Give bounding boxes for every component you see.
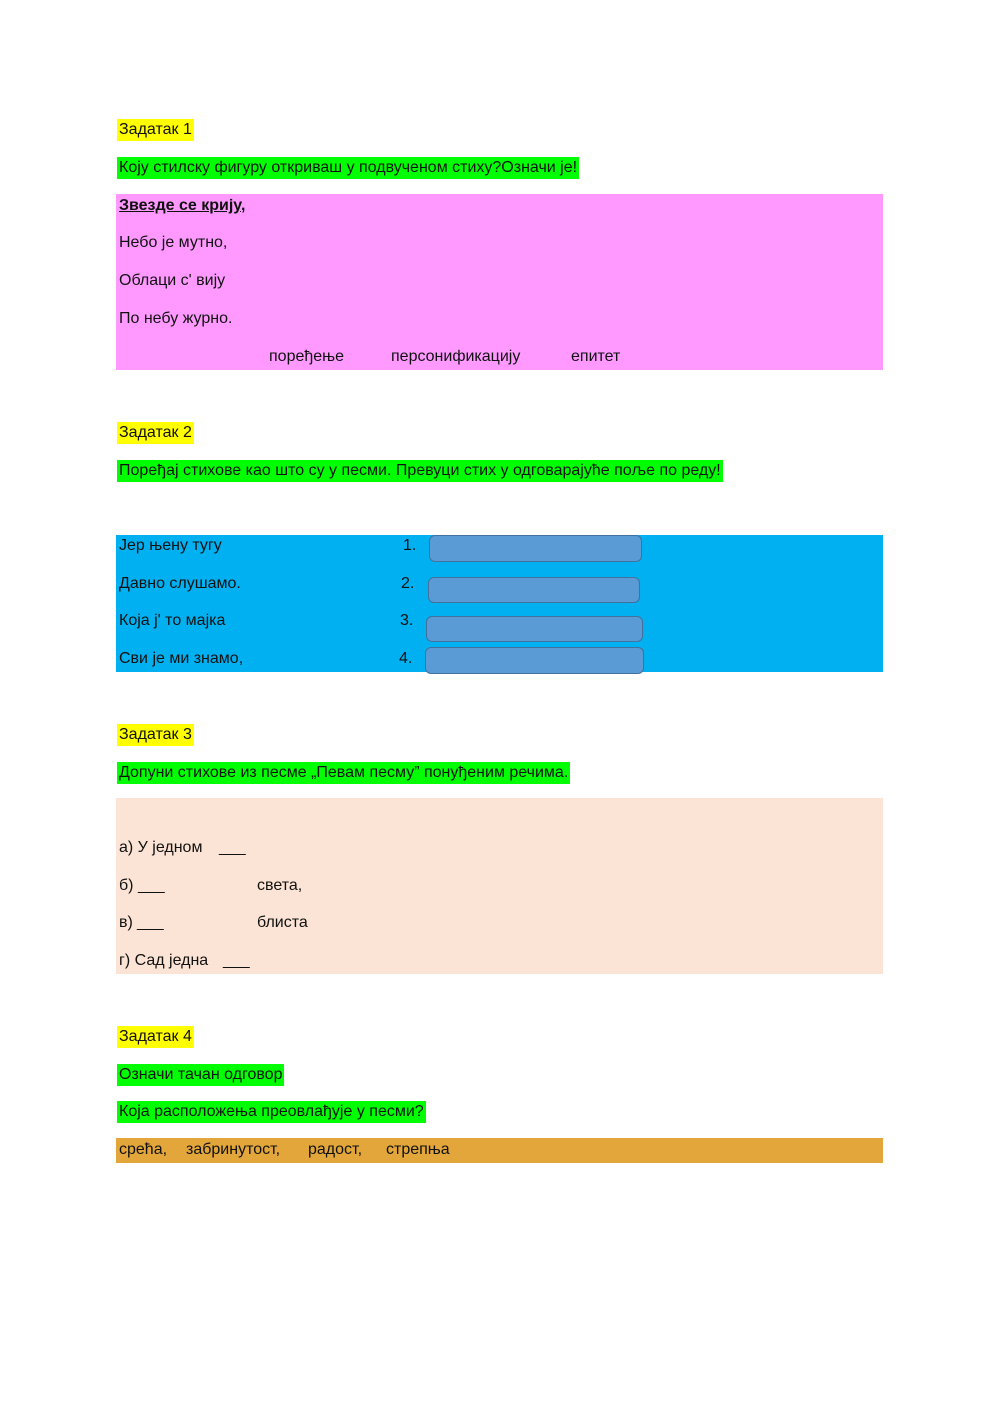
task3-heading: Задатак 3: [117, 724, 194, 746]
draggable-verse[interactable]: Давно слушамо.: [119, 575, 241, 592]
fill-row-suffix: света,: [257, 877, 303, 894]
fill-blank[interactable]: ___: [223, 952, 250, 969]
drop-slot-3[interactable]: [426, 616, 643, 642]
fill-blank[interactable]: ___: [138, 877, 165, 894]
task3-fill-block: [116, 798, 883, 974]
slot-number: 4.: [399, 650, 413, 667]
poem-underlined-line: Звезде се крију,: [119, 197, 246, 214]
choice-epithet[interactable]: епитет: [571, 348, 621, 365]
fill-row-prefix: в): [119, 914, 133, 931]
option-happiness[interactable]: срећа,: [119, 1141, 168, 1158]
drop-slot-4[interactable]: [425, 647, 644, 674]
draggable-verse[interactable]: Сви је ми знамо,: [119, 650, 244, 667]
choice-comparison[interactable]: поређење: [269, 348, 345, 365]
poem-line: По небу журно.: [119, 310, 233, 327]
drop-slot-1[interactable]: [429, 535, 642, 562]
task4-question: Која расположења преовлађује у песми?: [117, 1101, 426, 1123]
task3-instruction: Допуни стихове из песме „Певам песму” понуђеним речима.: [117, 762, 570, 784]
task1-instruction: Коју стилску фигуру откриваш у подвученом стиху?Означи је!: [117, 157, 579, 179]
task2-heading: Задатак 2: [117, 422, 194, 444]
slot-number: 1.: [403, 537, 417, 554]
option-worry[interactable]: забринутост,: [186, 1141, 281, 1158]
option-apprehension[interactable]: стрепња: [386, 1141, 450, 1158]
slot-number: 3.: [400, 612, 414, 629]
poem-line: Облаци с' вију: [119, 272, 226, 289]
task1-poem-block: [116, 194, 883, 370]
fill-row-suffix: блиста: [257, 914, 308, 931]
task4-instruction: Означи тачан одговор: [117, 1064, 284, 1086]
option-joy[interactable]: радост,: [308, 1141, 363, 1158]
draggable-verse[interactable]: Која ј' то мајка: [119, 612, 226, 629]
drop-slot-2[interactable]: [428, 577, 640, 603]
poem-line: Небо је мутно,: [119, 234, 228, 251]
fill-blank[interactable]: ___: [219, 839, 246, 856]
task4-heading: Задатак 4: [117, 1026, 194, 1048]
fill-row-prefix: г) Сад једна: [119, 952, 209, 969]
fill-row-prefix: а) У једном: [119, 839, 203, 856]
slot-number: 2.: [401, 575, 415, 592]
task2-instruction: Поређај стихове као што су у песми. Превуци стих у одговарајуће поље по реду!: [117, 460, 723, 482]
choice-personification[interactable]: персонификацију: [391, 348, 521, 365]
draggable-verse[interactable]: Јер њену тугу: [119, 537, 222, 554]
task1-heading: Задатак 1: [117, 119, 194, 141]
fill-blank[interactable]: ___: [137, 914, 164, 931]
fill-row-prefix: б): [119, 877, 134, 894]
